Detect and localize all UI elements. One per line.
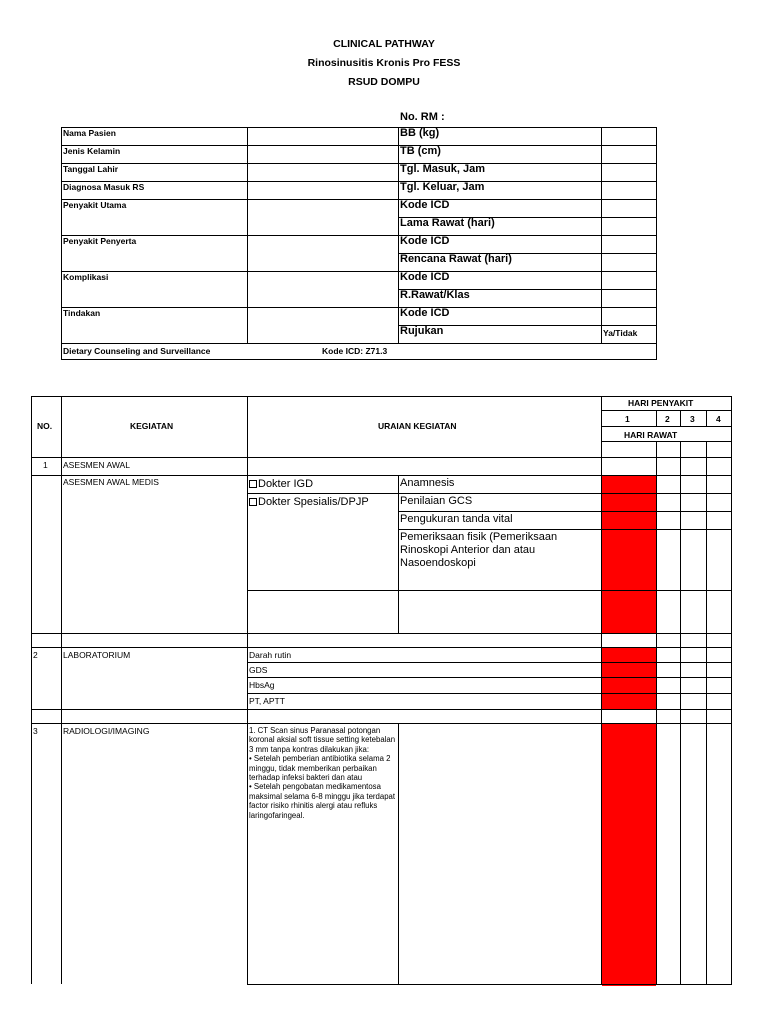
day-4-header: 4 [716,414,721,424]
no-rm-label: No. RM : [400,111,445,123]
label-tanggal-lahir: Tanggal Lahir [63,164,119,174]
label-komplikasi: Komplikasi [63,272,109,282]
label-kode-icd-3: Kode ICD [400,271,450,283]
label-penyakit-penyerta: Penyakit Penyerta [63,236,137,246]
day1-marker-radiologi [602,724,656,986]
item-anamnesis: Anamnesis [400,477,455,489]
checkbox-icon [249,498,257,506]
section1-sub: ASESMEN AWAL MEDIS [63,477,159,487]
col-no-header: NO. [37,421,53,431]
document-subtitle: Rinosinusitis Kronis Pro FESS [307,57,461,69]
hari-rawat-header: HARI RAWAT [624,430,678,440]
day1-marker-laboratorium [602,648,656,709]
item-pemeriksaan-fisik: Pemeriksaan fisik (Pemeriksaan Rinoskopi Anterior dan atau Nasoendoskopi [400,531,558,569]
lab-darah-rutin: Darah rutin [249,650,292,660]
label-lama-rawat: Lama Rawat (hari) [400,217,495,229]
label-penyakit-utama: Penyakit Utama [63,200,127,210]
label-diagnosa-masuk: Diagnosa Masuk RS [63,182,145,192]
label-tgl-keluar: Tgl. Keluar, Jam [400,181,485,193]
day-1-header: 1 [625,414,630,424]
label-kode-icd-4: Kode ICD [400,307,450,319]
label-rencana-rawat: Rencana Rawat (hari) [400,253,512,265]
radiologi-description: 1. CT Scan sinus Paranasal potongan koronal aksial soft tissue setting ketebalan 3 mm tanpa kontras dilakukan jika: • Setelah pemberian antibiotika selama 2 minggu, tidak memberikan perbaikan terhadap infeksi bakteri dan atau • Setelah pengobatan medikamentosa maksimal selama 6-8 minggu jika terdapat factor risiko rhinitis alergi atau refluks laringofaringeal. [249,726,396,820]
hari-penyakit-header: HARI PENYAKIT [628,398,694,408]
item-penilaian-gcs: Penilaian GCS [400,495,473,507]
section2-no: 2 [33,650,38,660]
section3-title: RADIOLOGI/IMAGING [63,726,150,736]
section2-title: LABORATORIUM [63,650,131,660]
lab-pt-aptt: PT, APTT [249,696,285,706]
option-dokter-igd[interactable]: Dokter IGD [249,478,313,491]
label-kode-icd-2: Kode ICD [400,235,450,247]
label-jenis-kelamin: Jenis Kelamin [63,146,121,156]
col-kegiatan-header: KEGIATAN [130,421,174,431]
label-nama-pasien: Nama Pasien [63,128,116,138]
section1-title: ASESMEN AWAL [63,460,130,470]
lab-gds: GDS [249,665,268,675]
day1-marker-asesmen [602,476,656,633]
hospital-name: RSUD DOMPU [348,76,420,88]
dietary-label: Dietary Counseling and Surveillance [63,346,211,356]
day-2-header: 2 [665,414,670,424]
item-tanda-vital: Pengukuran tanda vital [400,513,513,525]
label-tgl-masuk: Tgl. Masuk, Jam [400,163,485,175]
lab-hbsag: HbsAg [249,680,275,690]
document-title: CLINICAL PATHWAY [333,38,435,50]
label-tindakan: Tindakan [63,308,101,318]
label-rawat-klas: R.Rawat/Klas [400,289,470,301]
label-kode-icd-1: Kode ICD [400,199,450,211]
col-uraian-header: URAIAN KEGIATAN [378,421,457,431]
option-dokter-spesialis[interactable]: Dokter Spesialis/DPJP [249,496,369,509]
label-bb: BB (kg) [400,127,440,139]
label-rujukan: Rujukan [400,325,444,337]
day-3-header: 3 [690,414,695,424]
label-tb: TB (cm) [400,145,441,157]
dietary-code: Kode ICD: Z71.3 [322,346,388,356]
rujukan-value: Ya/Tidak [603,328,638,338]
section1-no: 1 [43,460,48,470]
section3-no: 3 [33,726,38,736]
checkbox-icon [249,480,257,488]
